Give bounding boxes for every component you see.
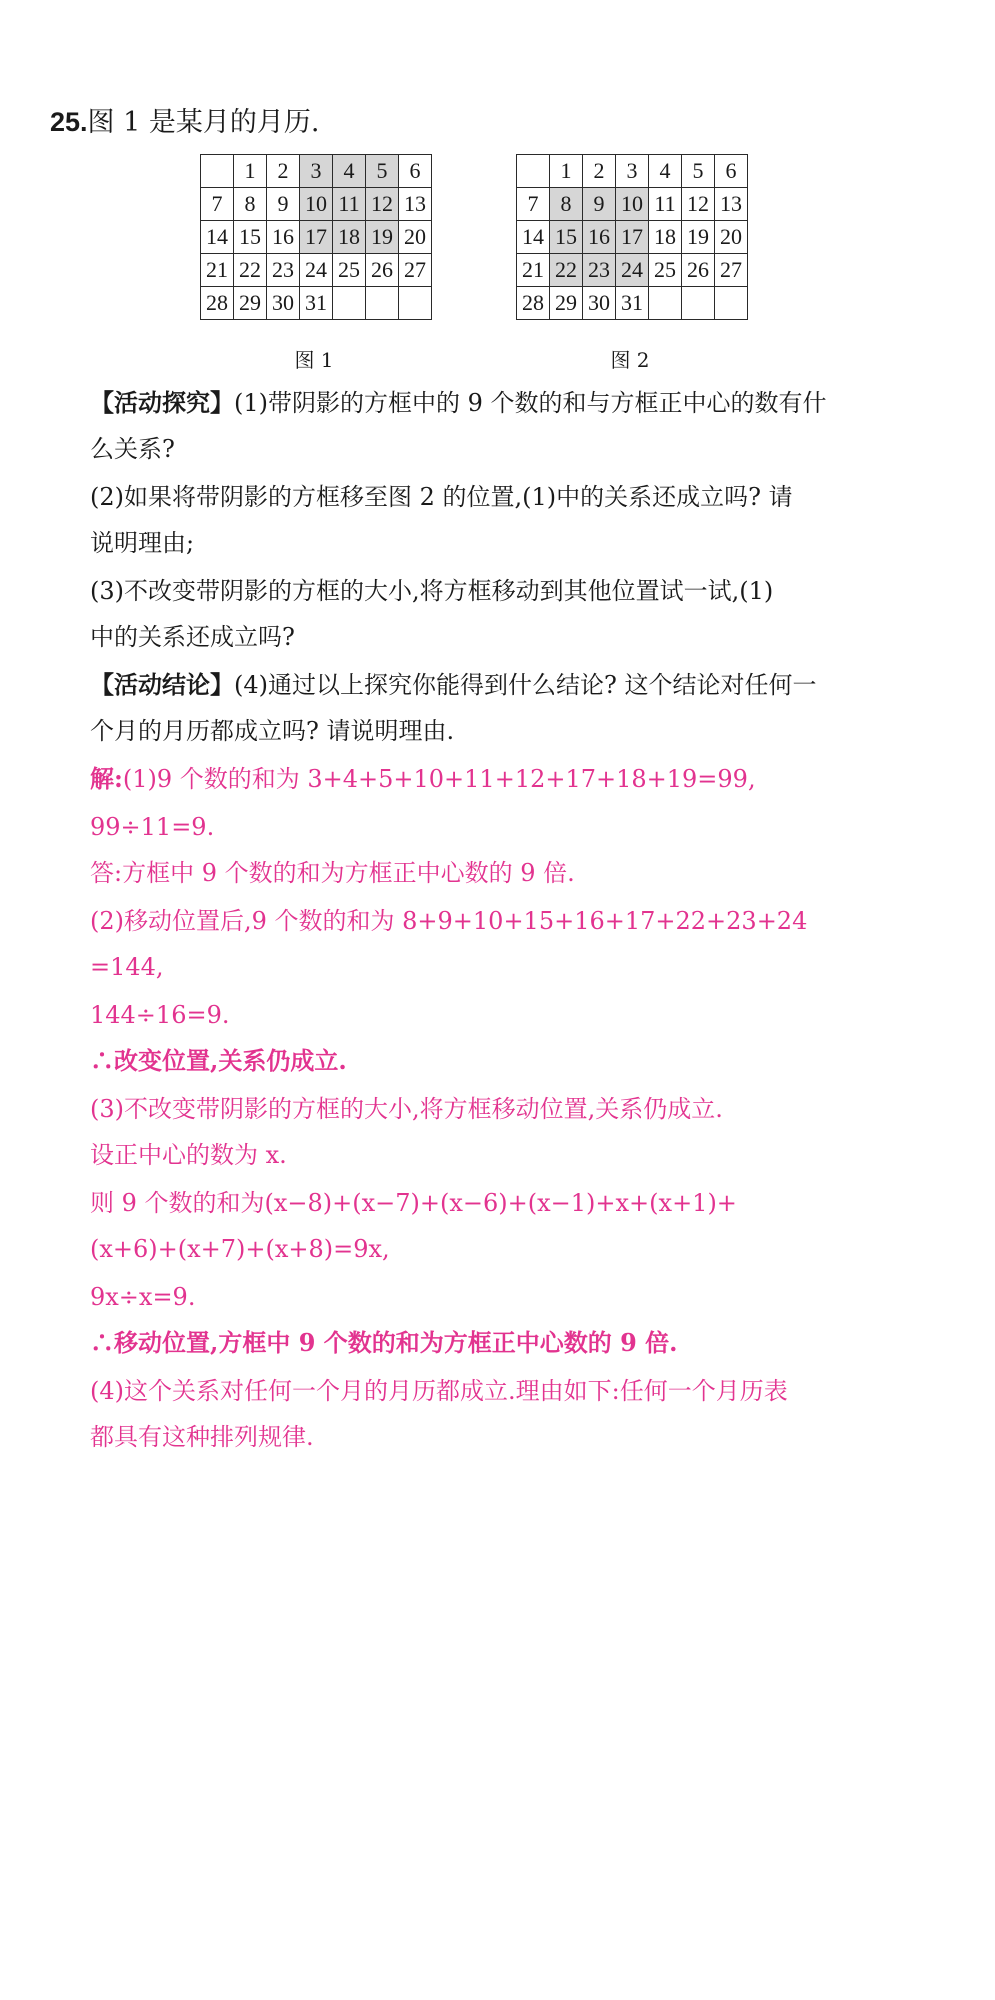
solution-s3-conclusion: ∴移动位置,方框中 9 个数的和为方框正中心数的 9 倍. <box>90 1328 678 1357</box>
solution-s2-conclusion: ∴改变位置,关系仍成立. <box>90 1046 347 1075</box>
calendar1-day-cell: 3 <box>300 155 333 188</box>
solution-s3-line3: 则 9 个数的和为(x−8)+(x−7)+(x−6)+(x−1)+x+(x+1)+ <box>90 1189 737 1217</box>
question-header <box>50 104 319 141</box>
calendar1-day-cell: 22 <box>234 254 267 287</box>
calendar1-day-cell: 13 <box>399 188 432 221</box>
calendar1-day-cell: 23 <box>267 254 300 287</box>
conclusion-tag: 【活动结论】 <box>90 671 234 699</box>
calendar1-row <box>201 221 432 254</box>
calendar1-day-cell: 12 <box>366 188 399 221</box>
solution-s4-line2: 都具有这种排列规律. <box>90 1423 314 1451</box>
calendar2-row <box>517 221 748 254</box>
calendar1-day-cell <box>333 287 366 320</box>
calendar2-day-cell: 22 <box>550 254 583 287</box>
calendar2-row <box>517 254 748 287</box>
activity-q2-line2: 说明理由; <box>90 529 195 557</box>
solution-s3-line5: 9x÷x=9. <box>90 1283 196 1311</box>
calendar1-day-cell: 26 <box>366 254 399 287</box>
activity-q3-line2: 中的关系还成立吗? <box>90 623 295 651</box>
question-number: 25. <box>50 107 88 137</box>
figure-1-caption: 图 1 <box>294 348 334 372</box>
calendar1-day-cell: 7 <box>201 188 234 221</box>
figure-2-caption: 图 2 <box>610 348 650 372</box>
calendar-figure-1 <box>200 154 432 320</box>
calendar1-day-cell: 6 <box>399 155 432 188</box>
calendar1-day-cell: 2 <box>267 155 300 188</box>
calendar1-day-cell <box>366 287 399 320</box>
calendar2-day-cell: 3 <box>616 155 649 188</box>
calendar1-day-cell: 19 <box>366 221 399 254</box>
calendar2-day-cell: 24 <box>616 254 649 287</box>
calendar1-day-cell: 29 <box>234 287 267 320</box>
calendar2-day-cell: 26 <box>682 254 715 287</box>
calendar2-day-cell: 6 <box>715 155 748 188</box>
activity-q4-line2: 个月的月历都成立吗? 请说明理由. <box>90 717 455 745</box>
calendar2-day-cell: 25 <box>649 254 682 287</box>
calendar2-day-cell: 7 <box>517 188 550 221</box>
solution-s3-line1: (3)不改变带阴影的方框的大小,将方框移动位置,关系仍成立. <box>90 1095 723 1123</box>
calendar2-day-cell <box>682 287 715 320</box>
activity-q1-line1 <box>90 386 870 420</box>
activity-q1-text: (1)带阴影的方框中的 9 个数的和与方框正中心的数有什 <box>234 389 827 417</box>
solution-s3-line2: 设正中心的数为 x. <box>90 1141 287 1169</box>
calendar2-row <box>517 287 748 320</box>
solution-s3-line4: (x+6)+(x+7)+(x+8)=9x, <box>90 1235 390 1263</box>
calendar2-day-cell: 11 <box>649 188 682 221</box>
activity-q3-line1: (3)不改变带阴影的方框的大小,将方框移动到其他位置试一试,(1) <box>90 577 774 605</box>
activity-q4-text: (4)通过以上探究你能得到什么结论? 这个结论对任何一 <box>234 671 817 699</box>
calendar1-day-cell: 9 <box>267 188 300 221</box>
solution-s1-line1 <box>90 762 870 796</box>
calendar1-day-cell: 27 <box>399 254 432 287</box>
calendar2-day-cell: 14 <box>517 221 550 254</box>
question-stem: 图 1 是某月的月历. <box>87 107 320 138</box>
calendar2-day-cell: 1 <box>550 155 583 188</box>
calendar2-day-cell: 18 <box>649 221 682 254</box>
calendar2-day-cell <box>649 287 682 320</box>
solution-s1-line2: 99÷11=9. <box>90 813 215 841</box>
calendar2-day-cell: 20 <box>715 221 748 254</box>
solution-s4-line1: (4)这个关系对任何一个月的月历都成立.理由如下:任何一个月历表 <box>90 1377 788 1405</box>
calendar2-day-cell: 27 <box>715 254 748 287</box>
calendar1-day-cell <box>201 155 234 188</box>
calendar2-day-cell: 30 <box>583 287 616 320</box>
calendar2-day-cell: 16 <box>583 221 616 254</box>
calendar1-day-cell: 30 <box>267 287 300 320</box>
calendar1-day-cell: 25 <box>333 254 366 287</box>
calendar1-day-cell: 10 <box>300 188 333 221</box>
solution-label: 解: <box>90 764 123 793</box>
calendar1-day-cell: 16 <box>267 221 300 254</box>
explore-tag: 【活动探究】 <box>90 389 234 417</box>
calendar2-day-cell: 10 <box>616 188 649 221</box>
calendar1-day-cell: 11 <box>333 188 366 221</box>
calendar2-day-cell <box>715 287 748 320</box>
calendar2-day-cell: 13 <box>715 188 748 221</box>
calendar1-row <box>201 188 432 221</box>
calendar2-day-cell: 19 <box>682 221 715 254</box>
calendar2-day-cell: 23 <box>583 254 616 287</box>
calendar2-day-cell: 29 <box>550 287 583 320</box>
calendar1-day-cell: 24 <box>300 254 333 287</box>
solution-s1-answer: 答:方框中 9 个数的和为方框正中心数的 9 倍. <box>90 859 575 887</box>
calendar1-row <box>201 155 432 188</box>
calendar1-day-cell: 20 <box>399 221 432 254</box>
activity-q2-line1: (2)如果将带阴影的方框移至图 2 的位置,(1)中的关系还成立吗? 请 <box>90 483 793 511</box>
calendar2-day-cell: 21 <box>517 254 550 287</box>
calendar1-day-cell: 5 <box>366 155 399 188</box>
calendar2-day-cell: 31 <box>616 287 649 320</box>
calendar1-row <box>201 254 432 287</box>
calendar1-day-cell: 31 <box>300 287 333 320</box>
activity-q1-line2: 么关系? <box>90 435 175 463</box>
calendar2-row <box>517 188 748 221</box>
calendar1-day-cell: 17 <box>300 221 333 254</box>
calendar2-day-cell: 4 <box>649 155 682 188</box>
calendar1-day-cell <box>399 287 432 320</box>
calendar2-day-cell: 17 <box>616 221 649 254</box>
calendar1-day-cell: 8 <box>234 188 267 221</box>
calendar2-day-cell: 28 <box>517 287 550 320</box>
calendar1-day-cell: 15 <box>234 221 267 254</box>
calendar2-day-cell <box>517 155 550 188</box>
solution-s2-line2: =144, <box>90 953 164 981</box>
calendar1-row <box>201 287 432 320</box>
solution-s2-line1: (2)移动位置后,9 个数的和为 8+9+10+15+16+17+22+23+24 <box>90 907 808 935</box>
calendar2-day-cell: 8 <box>550 188 583 221</box>
calendar1-day-cell: 18 <box>333 221 366 254</box>
calendar2-day-cell: 2 <box>583 155 616 188</box>
solution-s1-text: (1)9 个数的和为 3+4+5+10+11+12+17+18+19=99, <box>122 765 756 793</box>
solution-s2-line3: 144÷16=9. <box>90 1001 230 1029</box>
calendar2-day-cell: 15 <box>550 221 583 254</box>
activity-q4-line1 <box>90 668 870 702</box>
calendar2-day-cell: 5 <box>682 155 715 188</box>
calendar1-day-cell: 14 <box>201 221 234 254</box>
calendar2-day-cell: 12 <box>682 188 715 221</box>
calendar2-row <box>517 155 748 188</box>
calendar-figure-2 <box>516 154 748 320</box>
calendar2-day-cell: 9 <box>583 188 616 221</box>
calendar1-day-cell: 4 <box>333 155 366 188</box>
calendar1-day-cell: 1 <box>234 155 267 188</box>
calendar1-day-cell: 21 <box>201 254 234 287</box>
calendar1-day-cell: 28 <box>201 287 234 320</box>
